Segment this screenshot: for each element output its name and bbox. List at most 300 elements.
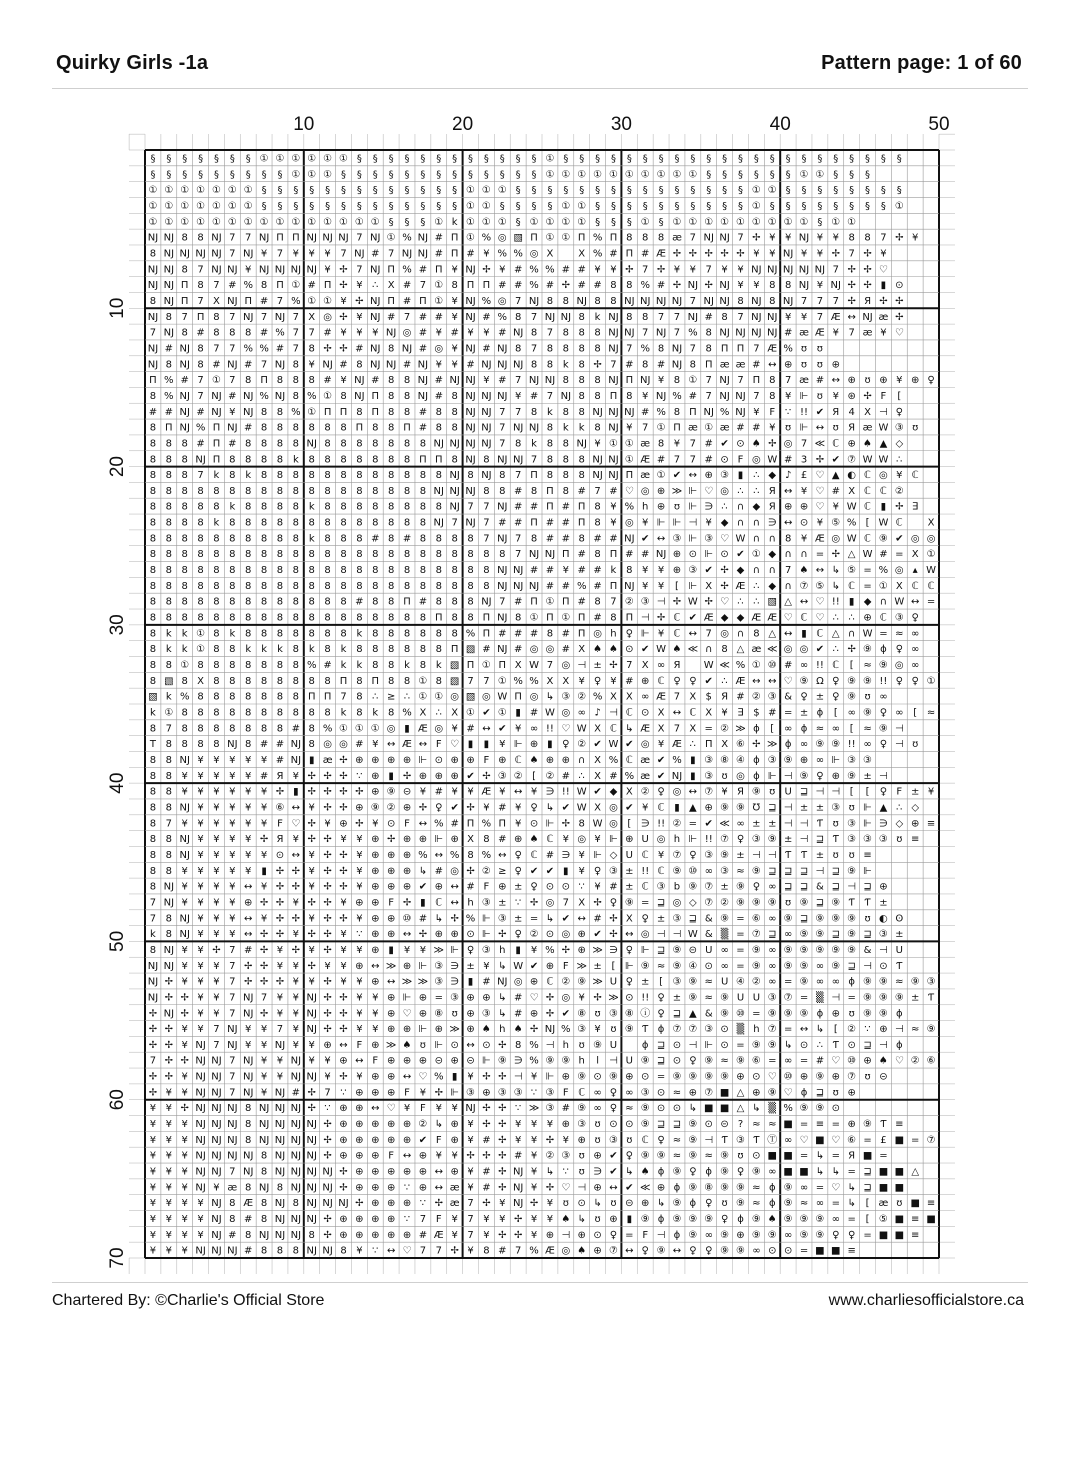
pattern-symbol: 8 — [213, 691, 220, 703]
pattern-symbol: 8 — [149, 786, 157, 798]
pattern-symbol: 8 — [387, 675, 395, 687]
pattern-symbol: # — [704, 454, 713, 466]
pattern-symbol: ∋ — [879, 818, 888, 830]
pattern-symbol: Π — [609, 232, 618, 244]
pattern-symbol: ϕ — [816, 707, 824, 719]
pattern-symbol: 8 — [245, 691, 252, 703]
pattern-symbol: ⊕ — [529, 739, 539, 751]
pattern-symbol: # — [323, 375, 332, 387]
pattern-symbol: ① — [339, 216, 348, 228]
pattern-symbol: Π — [419, 295, 427, 307]
pattern-symbol: 8 — [213, 628, 220, 640]
pattern-symbol: ▮ — [388, 944, 394, 956]
pattern-symbol: Π — [530, 232, 538, 244]
pattern-symbol: ⊙ — [545, 929, 555, 941]
pattern-symbol: ¥ — [324, 264, 331, 276]
pattern-symbol: ℂ — [911, 470, 919, 482]
pattern-symbol: ∵ — [784, 406, 792, 418]
pattern-symbol: ʊ — [832, 849, 839, 861]
pattern-symbol: ③ — [847, 818, 857, 830]
pattern-symbol: 8 — [292, 501, 300, 513]
pattern-symbol: ⊩ — [513, 739, 523, 751]
pattern-symbol: ¥ — [165, 1214, 173, 1226]
pattern-symbol: NJ — [147, 343, 159, 355]
pattern-symbol: ① — [339, 153, 348, 165]
pattern-symbol: 7 — [642, 264, 649, 276]
pattern-symbol: ⊣ — [783, 818, 793, 830]
pattern-symbol: Я — [768, 485, 776, 497]
pattern-symbol: ⊒ — [863, 1182, 872, 1194]
pattern-symbol: ♀ — [625, 944, 634, 956]
pattern-symbol: 8 — [197, 565, 204, 577]
pattern-symbol: 8 — [546, 359, 554, 371]
pattern-symbol: ↔ — [609, 1182, 618, 1194]
pattern-symbol: ⊕ — [863, 1055, 872, 1067]
pattern-symbol: # — [641, 248, 650, 260]
pattern-symbol: 8 — [308, 422, 315, 434]
pattern-symbol: % — [434, 818, 444, 830]
pattern-symbol: ⑨ — [799, 675, 809, 687]
pattern-symbol: 7 — [514, 1245, 522, 1257]
pattern-symbol: § — [309, 185, 315, 197]
pattern-symbol: ¥ — [800, 533, 808, 545]
pattern-symbol: 8 — [213, 501, 220, 513]
pattern-symbol: ◎ — [561, 992, 571, 1004]
pattern-symbol: ϕ — [880, 644, 887, 656]
pattern-symbol: NJ — [195, 1055, 206, 1067]
pattern-symbol: # — [513, 517, 523, 529]
pattern-symbol: % — [497, 311, 508, 323]
pattern-symbol: ✢ — [180, 992, 189, 1004]
pattern-symbol: ① — [751, 660, 761, 672]
pattern-symbol: ʊ — [800, 343, 808, 355]
pattern-symbol: ¥ — [324, 1055, 331, 1067]
pattern-symbol: h — [610, 628, 617, 640]
pattern-symbol: ⊩ — [831, 755, 841, 766]
pattern-symbol: ¥ — [229, 770, 236, 782]
pattern-symbol: ② — [529, 929, 539, 941]
pattern-symbol: ⑨ — [751, 1229, 761, 1241]
pattern-symbol: § — [563, 185, 569, 197]
pattern-symbol: 8 — [181, 470, 188, 482]
pattern-symbol: # — [434, 375, 443, 387]
pattern-symbol: ¥ — [181, 865, 188, 877]
pattern-symbol: ① — [656, 422, 666, 434]
pattern-symbol: § — [595, 185, 601, 197]
pattern-symbol: ③ — [434, 976, 444, 988]
pattern-symbol: # — [783, 660, 793, 672]
pattern-symbol: ¥ — [181, 881, 188, 893]
pattern-symbol: ↔ — [768, 675, 777, 687]
pattern-symbol: ∋ — [450, 960, 460, 972]
pattern-symbol: # — [561, 1103, 571, 1115]
pattern-symbol: ② — [720, 723, 730, 735]
pattern-symbol: ⊕ — [577, 1229, 586, 1241]
pattern-symbol: NJ — [179, 359, 190, 371]
pattern-symbol: X — [927, 517, 935, 529]
pattern-symbol: ≫ — [576, 960, 587, 972]
pattern-symbol: U — [625, 1055, 634, 1067]
pattern-symbol: 8 — [657, 232, 665, 244]
pattern-symbol: 8 — [260, 660, 268, 672]
pattern-symbol: 8 — [546, 343, 554, 355]
pattern-symbol: 8 — [292, 359, 300, 371]
pattern-symbol: [ — [865, 517, 870, 529]
pattern-symbol: ¥ — [197, 1198, 204, 1210]
pattern-symbol: ⊕ — [450, 1055, 459, 1067]
pattern-symbol: ⊙ — [656, 1103, 666, 1115]
pattern-symbol: = — [656, 1071, 666, 1083]
pattern-symbol: 7 — [229, 311, 236, 323]
pattern-symbol: # — [386, 311, 396, 323]
pattern-symbol: 8 — [721, 644, 728, 656]
pattern-symbol: 8 — [292, 644, 300, 656]
pattern-symbol: ⊝ — [402, 786, 412, 798]
pattern-symbol: ¥ — [197, 929, 204, 941]
pattern-symbol: ʊ — [832, 818, 839, 830]
pattern-symbol: ⑨ — [815, 1214, 825, 1226]
pattern-symbol: NJ — [497, 533, 508, 545]
pattern-symbol: ♡ — [291, 818, 301, 830]
pattern-symbol: 8 — [642, 232, 649, 244]
pattern-symbol: ⑨ — [847, 770, 857, 782]
pattern-symbol: ¥ — [260, 1039, 268, 1051]
pattern-symbol: # — [482, 311, 491, 323]
pattern-symbol: ↔ — [783, 517, 793, 529]
footer-website[interactable]: www.charliesofficialstore.ca — [828, 1292, 1024, 1309]
pattern-symbol: ✢ — [561, 280, 571, 292]
pattern-symbol: ⊕ — [402, 1198, 412, 1210]
pattern-symbol: 8 — [769, 295, 776, 307]
pattern-symbol: 8 — [372, 628, 379, 640]
pattern-symbol: ✔ — [529, 960, 539, 972]
pattern-symbol: 8 — [387, 580, 395, 592]
pattern-symbol: ⊕ — [386, 1229, 396, 1241]
pattern-symbol: % — [513, 248, 523, 260]
pattern-symbol: # — [148, 406, 158, 418]
pattern-symbol: ⑨ — [593, 1039, 603, 1051]
pattern-symbol: ¥ — [769, 422, 776, 434]
pattern-symbol: 7 — [784, 375, 792, 387]
pattern-symbol: Π — [577, 501, 586, 513]
pattern-symbol: Π — [355, 422, 364, 434]
pattern-symbol: NJ — [258, 1119, 270, 1131]
pattern-symbol: ✢ — [339, 913, 348, 925]
pattern-symbol: 8 — [340, 501, 347, 513]
pattern-symbol: ① — [704, 422, 714, 434]
pattern-symbol: NJ — [592, 470, 603, 482]
pattern-symbol: ¥ — [356, 280, 363, 292]
pattern-symbol: ¥ — [896, 375, 903, 387]
pattern-symbol: ⑨ — [720, 1245, 730, 1257]
pattern-symbol: 8 — [419, 533, 427, 545]
pattern-symbol: ⊣ — [609, 707, 618, 719]
pattern-symbol: ✢ — [895, 232, 904, 244]
pattern-symbol: NJ — [703, 295, 714, 307]
pattern-symbol: § — [722, 185, 728, 197]
pattern-symbol: ⊕ — [545, 1229, 555, 1241]
pattern-symbol: % — [592, 248, 603, 260]
pattern-symbol: ♡ — [704, 485, 714, 497]
pattern-symbol: ∋ — [609, 944, 618, 956]
pattern-symbol: ≪ — [814, 438, 826, 450]
pattern-symbol: 8 — [483, 834, 490, 846]
pattern-symbol: æ — [449, 1198, 460, 1210]
pattern-symbol: 8 — [197, 359, 204, 371]
pattern-symbol: ⑤ — [847, 565, 857, 577]
pattern-symbol: ¥ — [181, 1214, 188, 1226]
pattern-symbol: ∩ — [752, 565, 761, 577]
pattern-symbol: § — [229, 153, 235, 165]
pattern-symbol: ⊕ — [386, 881, 396, 893]
pattern-symbol: 8 — [753, 628, 760, 640]
pattern-symbol: ϕ — [657, 1214, 665, 1226]
pattern-symbol: ⑨ — [831, 960, 841, 972]
pattern-symbol: ⊕ — [244, 897, 253, 909]
pattern-symbol: ⊕ — [402, 849, 412, 861]
pattern-symbol: ✢ — [704, 280, 713, 292]
pattern-symbol: ¥ — [340, 295, 347, 307]
pattern-symbol: # — [244, 1245, 253, 1257]
pattern-symbol: # — [418, 327, 428, 339]
pattern-symbol: U — [720, 976, 729, 988]
pattern-symbol: 8 — [578, 327, 585, 339]
pattern-symbol: k — [245, 470, 252, 482]
pattern-symbol: ▧ — [164, 675, 174, 687]
pattern-symbol: 8 — [562, 454, 570, 466]
pattern-symbol: ◆ — [768, 470, 777, 482]
pattern-symbol: ⊕ — [799, 755, 809, 766]
pattern-symbol: NJ — [290, 739, 302, 751]
pattern-symbol: ♡ — [783, 675, 793, 687]
pattern-symbol: # — [704, 311, 713, 323]
pattern-symbol: Ƭ — [832, 1039, 839, 1051]
pattern-symbol: NJ — [481, 406, 492, 418]
pattern-symbol: ◎ — [497, 232, 507, 244]
pattern-symbol: 7 — [705, 264, 712, 276]
pattern-symbol: ✔ — [466, 770, 475, 782]
pattern-symbol: 8 — [419, 470, 427, 482]
pattern-symbol: ③ — [767, 691, 777, 703]
pattern-symbol: ¥ — [260, 1087, 268, 1099]
pattern-symbol: ⊕ — [498, 755, 507, 766]
pattern-symbol: # — [609, 248, 618, 260]
pattern-symbol: ʊ — [816, 390, 823, 402]
pattern-symbol: 8 — [610, 612, 617, 624]
pattern-symbol: NJ — [512, 327, 524, 339]
pattern-symbol: h — [642, 501, 649, 513]
pattern-symbol: § — [372, 153, 378, 165]
pattern-symbol: ∋ — [593, 1166, 602, 1178]
pattern-symbol: ¥ — [197, 786, 204, 798]
pattern-symbol: ⊕ — [799, 501, 809, 513]
pattern-symbol: ✢ — [895, 295, 904, 307]
pattern-symbol: W — [862, 628, 873, 640]
pattern-symbol: 8 — [213, 327, 220, 339]
pattern-symbol: ✢ — [259, 834, 269, 846]
pattern-symbol: ✢ — [434, 1087, 443, 1099]
pattern-symbol: NJ — [274, 1214, 286, 1226]
pattern-symbol: 8 — [276, 375, 284, 387]
pattern-symbol: ¥ — [435, 1150, 442, 1162]
pattern-symbol: ℂ — [864, 501, 872, 513]
pattern-symbol: NJ — [385, 359, 397, 371]
pattern-symbol: ¥ — [657, 375, 665, 387]
pattern-symbol: = — [736, 944, 745, 956]
pattern-symbol: 7 — [689, 454, 697, 466]
pattern-symbol: ∞ — [656, 660, 666, 672]
pattern-symbol: ∞ — [783, 1055, 793, 1067]
pattern-symbol: ◎ — [640, 739, 650, 751]
pattern-symbol: ✢ — [609, 929, 618, 941]
pattern-symbol: ¥ — [260, 755, 268, 766]
pattern-symbol: ⊕ — [371, 849, 380, 861]
pattern-symbol: ¥ — [149, 1229, 157, 1241]
pattern-symbol: ⊕ — [371, 976, 380, 988]
pattern-symbol: 7 — [689, 232, 697, 244]
pattern-symbol: NJ — [195, 1087, 206, 1099]
pattern-symbol: NJ — [417, 390, 429, 402]
pattern-symbol: ① — [196, 185, 206, 197]
pattern-symbol: NJ — [290, 755, 302, 766]
pattern-symbol: ⊒ — [672, 1119, 682, 1131]
pattern-symbol: ℂ — [546, 976, 554, 988]
pattern-symbol: ∞ — [783, 929, 793, 941]
pattern-symbol: § — [404, 169, 410, 181]
pattern-symbol: # — [768, 707, 777, 719]
pattern-symbol: ③ — [878, 834, 888, 846]
pattern-symbol: ⊕ — [386, 1071, 396, 1083]
pattern-symbol: ⊙ — [625, 992, 634, 1004]
pattern-symbol: Æ — [243, 1198, 254, 1210]
pattern-symbol: ¥ — [197, 1008, 204, 1020]
pattern-symbol: ① — [815, 169, 825, 181]
pattern-symbol: ① — [180, 216, 190, 228]
pattern-symbol: ⊕ — [450, 1166, 459, 1178]
pattern-symbol: # — [307, 280, 316, 292]
pattern-symbol: 7 — [848, 327, 855, 339]
pattern-symbol: § — [610, 185, 616, 197]
pattern-symbol: 7 — [308, 327, 315, 339]
pattern-symbol: ¥ — [784, 232, 792, 244]
pattern-symbol: ⊒ — [783, 881, 793, 893]
pattern-symbol: % — [195, 422, 206, 434]
pattern-symbol: NJ — [179, 755, 190, 766]
pattern-symbol: 8 — [324, 549, 331, 561]
pattern-symbol: ⊒ — [847, 960, 856, 972]
pattern-symbol: ♪ — [594, 707, 601, 719]
pattern-symbol: ≫ — [417, 976, 429, 988]
pattern-symbol: 8 — [245, 660, 252, 672]
pattern-symbol: NJ — [258, 264, 270, 276]
pattern-symbol: ℂ — [435, 897, 443, 909]
pattern-symbol: ¥ — [308, 802, 315, 814]
pattern-symbol: 8 — [276, 406, 284, 418]
pattern-symbol: 7 — [499, 438, 506, 450]
pattern-symbol: § — [468, 169, 474, 181]
pattern-symbol: !! — [879, 675, 888, 687]
pattern-symbol: ¥ — [308, 1039, 315, 1051]
pattern-symbol: 8 — [149, 660, 157, 672]
pattern-symbol: ≥ — [498, 865, 507, 877]
pattern-symbol: § — [515, 216, 521, 228]
pattern-symbol: ⑨ — [577, 976, 587, 988]
pattern-symbol: ∞ — [879, 691, 888, 703]
pattern-symbol: ¥ — [308, 1055, 315, 1067]
pattern-symbol: § — [626, 153, 632, 165]
pattern-symbol: Π — [435, 454, 443, 466]
pattern-symbol: NJ — [306, 438, 317, 450]
pattern-symbol: ✢ — [355, 786, 364, 798]
pattern-symbol: ⑨ — [863, 976, 873, 988]
pattern-symbol: 8 — [149, 549, 157, 561]
pattern-symbol: ϕ — [753, 755, 760, 766]
pattern-symbol: 8 — [324, 644, 331, 656]
pattern-symbol: ↔ — [688, 786, 698, 798]
pattern-symbol: NJ — [227, 1039, 238, 1051]
pattern-symbol: [ — [865, 1198, 870, 1210]
pattern-symbol: ⊒ — [831, 881, 840, 893]
pattern-symbol: æ — [640, 770, 651, 782]
pattern-symbol: ⑨ — [736, 802, 745, 814]
pattern-symbol: 8 — [387, 565, 395, 577]
pattern-symbol: ± — [815, 849, 825, 861]
pattern-symbol: 8 — [276, 549, 284, 561]
pattern-symbol: NJ — [322, 1182, 333, 1194]
pattern-symbol: ʊ — [832, 422, 839, 434]
pattern-symbol: ◆ — [736, 565, 745, 577]
pattern-symbol: ♀ — [530, 802, 538, 814]
pattern-symbol: # — [259, 327, 269, 339]
pattern-symbol: ① — [323, 390, 333, 402]
pattern-symbol: X — [895, 580, 903, 592]
pattern-symbol: § — [229, 169, 235, 181]
pattern-symbol: # — [656, 454, 666, 466]
pattern-symbol: ↳ — [498, 1008, 507, 1020]
pattern-symbol: Æ — [640, 454, 651, 466]
pattern-symbol: ↔ — [291, 849, 301, 861]
pattern-symbol: U — [895, 944, 903, 956]
pattern-symbol: ① — [434, 216, 444, 228]
pattern-symbol: ↔ — [434, 1182, 443, 1194]
pattern-symbol: # — [609, 881, 618, 893]
pattern-symbol: æ — [862, 327, 873, 339]
pattern-symbol: ⑨ — [608, 1071, 618, 1083]
pattern-symbol: 8 — [340, 549, 347, 561]
pattern-symbol: ¥ — [356, 311, 363, 323]
pattern-symbol: 8 — [435, 533, 442, 545]
pattern-symbol: 8 — [530, 327, 538, 339]
pattern-symbol: ⊣ — [767, 849, 777, 861]
pattern-symbol: ⊣ — [863, 960, 872, 972]
pattern-symbol: ¥ — [356, 834, 363, 846]
pattern-symbol: NJ — [751, 295, 762, 307]
pattern-symbol: X — [578, 897, 586, 909]
pattern-symbol: F — [880, 390, 887, 402]
pattern-symbol: NJ — [195, 1103, 206, 1115]
pattern-symbol: NJ — [290, 1071, 302, 1083]
pattern-symbol: ♡ — [529, 992, 539, 1004]
pattern-symbol: ♠ — [751, 438, 761, 450]
pattern-symbol: ⑨ — [624, 1024, 634, 1036]
pattern-symbol: ¥ — [213, 929, 220, 941]
pattern-symbol: NJ — [576, 295, 587, 307]
pattern-symbol: # — [244, 1214, 253, 1226]
pattern-symbol: 7 — [499, 406, 506, 418]
pattern-symbol: ∋ — [450, 976, 460, 988]
pattern-symbol: 8 — [213, 660, 220, 672]
pattern-symbol: NJ — [512, 359, 524, 371]
